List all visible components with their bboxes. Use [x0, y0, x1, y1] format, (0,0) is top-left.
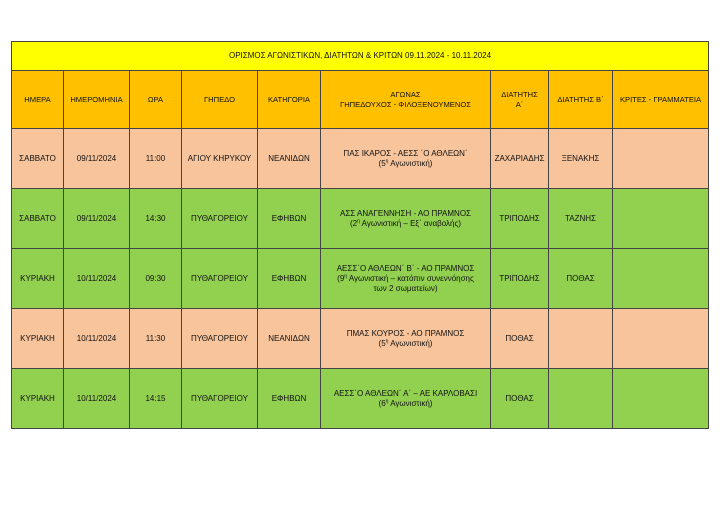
- referee-b-cell: ΞΕΝΑΚΗΣ: [549, 129, 613, 189]
- date-cell: 10/11/2024: [64, 309, 130, 369]
- date-cell: 09/11/2024: [64, 129, 130, 189]
- matchday-note-end: Αγωνιστική): [388, 158, 433, 168]
- table-row: [12, 189, 709, 249]
- venue-cell: ΠΥΘΑΓΟΡΕΙΟΥ: [182, 249, 258, 309]
- category-cell: ΕΦΗΒΩΝ: [258, 369, 321, 429]
- document-title: ΟΡΙΣΜΟΣ ΑΓΩΝΙΣΤΙΚΩΝ, ΔΙΑΤΗΤΩΝ & ΚΡΙΤΩΝ 09.11.2024 - 10.11.2024: [12, 42, 709, 71]
- category-cell: ΕΦΗΒΩΝ: [258, 249, 321, 309]
- time-cell: 14:15: [130, 369, 182, 429]
- venue-cell: ΑΓΙΟΥ ΚΗΡΥΚΟΥ: [182, 129, 258, 189]
- matchday-note-start: (6: [378, 398, 386, 408]
- header-day: ΗΜΕΡΑ: [12, 71, 64, 129]
- day-cell: ΣΑΒΒΑΤΟ: [12, 189, 64, 249]
- category-cell: ΝΕΑΝΙΔΩΝ: [258, 309, 321, 369]
- match-teams: ΑΣΣ ΑΝΑΓΕΝΝΗΣΗ - ΑΟ ΠΡΑΜΝΟΣ: [340, 208, 471, 218]
- referee-b-cell: [549, 369, 613, 429]
- match-teams: ΑΕΣΣ΄Ο ΑΘΛΕΩΝ΄ Β΄ - ΑΟ ΠΡΑΜΝΟΣ: [336, 263, 475, 273]
- header-row: [12, 71, 709, 129]
- match-teams: ΑΕΣΣ΄Ο ΑΘΛΕΩΝ΄ Α΄ – ΑΕ ΚΑΡΛΟΒΑΣΙ: [333, 388, 478, 398]
- judges-cell: [613, 309, 709, 369]
- time-cell: 14:30: [130, 189, 182, 249]
- time-cell: 09:30: [130, 249, 182, 309]
- header-date: ΗΜΕΡΟΜΗΝΙΑ: [64, 71, 130, 129]
- table-row: [12, 129, 709, 189]
- matchday-note: [323, 339, 488, 349]
- judges-cell: [613, 249, 709, 309]
- match-cell: [321, 129, 491, 189]
- category-cell: ΕΦΗΒΩΝ: [258, 189, 321, 249]
- match-cell: [321, 189, 491, 249]
- judges-cell: [613, 129, 709, 189]
- table-row: [12, 369, 709, 429]
- header-match: [321, 71, 491, 129]
- referee-a-cell: ΠΟΘΑΣ: [491, 309, 549, 369]
- time-cell: 11:00: [130, 129, 182, 189]
- referee-b-cell: ΤΑΖΝΗΣ: [549, 189, 613, 249]
- matchday-ordinal: η: [385, 157, 389, 164]
- match-teams: ΠΜΑΣ ΚΟΥΡΟΣ - ΑΟ ΠΡΑΜΝΟΣ: [346, 328, 465, 338]
- matchday-note-start: (5: [378, 158, 386, 168]
- matchday-note-end: Αγωνιστική – Εξ΄ αναβολής): [359, 218, 462, 228]
- title-row: [12, 42, 709, 71]
- category-cell: ΝΕΑΝΙΔΩΝ: [258, 129, 321, 189]
- venue-cell: ΠΥΘΑΓΟΡΕΙΟΥ: [182, 369, 258, 429]
- table-row: [12, 249, 709, 309]
- header-referee-b: ΔΙΑΤΗΤΗΣ Β΄: [549, 71, 613, 129]
- matchday-note: [323, 274, 488, 284]
- matchday-ordinal: η: [344, 272, 348, 279]
- referee-b-cell: ΠΟΘΑΣ: [549, 249, 613, 309]
- referee-a-cell: ΠΟΘΑΣ: [491, 369, 549, 429]
- judges-cell: [613, 369, 709, 429]
- matchday-note-start: (5: [378, 338, 386, 348]
- date-cell: 09/11/2024: [64, 189, 130, 249]
- day-cell: ΣΑΒΒΑΤΟ: [12, 129, 64, 189]
- date-cell: 10/11/2024: [64, 369, 130, 429]
- matchday-note: [323, 219, 488, 229]
- matchday-note: [323, 399, 488, 409]
- referee-a-cell: ΤΡΙΠΟΔΗΣ: [491, 249, 549, 309]
- header-venue: ΓΗΠΕΔΟ: [182, 71, 258, 129]
- referee-a-cell: ΤΡΙΠΟΔΗΣ: [491, 189, 549, 249]
- date-cell: 10/11/2024: [64, 249, 130, 309]
- matchday-note-end: Αγωνιστική): [388, 338, 433, 348]
- matchday-note-end: Αγωνιστική): [388, 398, 433, 408]
- day-cell: ΚΥΡΙΑΚΗ: [12, 369, 64, 429]
- referee-b-cell: [549, 309, 613, 369]
- match-cell: [321, 369, 491, 429]
- matchday-note-line2: των 2 σωματείων): [373, 283, 438, 293]
- matchday-note: [323, 159, 488, 169]
- match-teams: ΠΑΣ ΙΚΑΡΟΣ - ΑΕΣΣ ΄Ο ΑΘΛΕΩΝ΄: [343, 148, 468, 158]
- match-cell: [321, 249, 491, 309]
- matchday-ordinal: η: [385, 397, 389, 404]
- venue-cell: ΠΥΘΑΓΟΡΕΙΟΥ: [182, 189, 258, 249]
- schedule-table: [11, 41, 709, 429]
- header-judges: ΚΡΙΤΕΣ - ΓΡΑΜΜΑΤΕΙΑ: [613, 71, 709, 129]
- judges-cell: [613, 189, 709, 249]
- table-row: [12, 309, 709, 369]
- match-cell: [321, 309, 491, 369]
- header-referee-a-line1: ΔΙΑΤΗΤΗΣ: [501, 89, 538, 99]
- header-referee-a: [491, 71, 549, 129]
- matchday-note-end: Αγωνιστική – κατόπιν συνεννόησης: [347, 273, 474, 283]
- matchday-note-start: (9: [337, 273, 345, 283]
- matchday-ordinal: η: [357, 217, 360, 224]
- header-category: ΚΑΤΗΓΟΡΙΑ: [258, 71, 321, 129]
- header-time: ΩΡΑ: [130, 71, 182, 129]
- referee-a-cell: ΖΑΧΑΡΙΑΔΗΣ: [491, 129, 549, 189]
- matchday-note-start: (2: [349, 218, 358, 228]
- day-cell: ΚΥΡΙΑΚΗ: [12, 249, 64, 309]
- venue-cell: ΠΥΘΑΓΟΡΕΙΟΥ: [182, 309, 258, 369]
- time-cell: 11:30: [130, 309, 182, 369]
- header-referee-a-line2: Α΄: [515, 99, 524, 109]
- header-match-line1: ΑΓΩΝΑΣ: [390, 89, 421, 99]
- matchday-ordinal: η: [385, 337, 389, 344]
- header-match-line2: ΓΗΠΕΔΟΥΧΟΣ - ΦΙΛΟΞΕΝΟΥΜΕΝΟΣ: [340, 99, 471, 109]
- day-cell: ΚΥΡΙΑΚΗ: [12, 309, 64, 369]
